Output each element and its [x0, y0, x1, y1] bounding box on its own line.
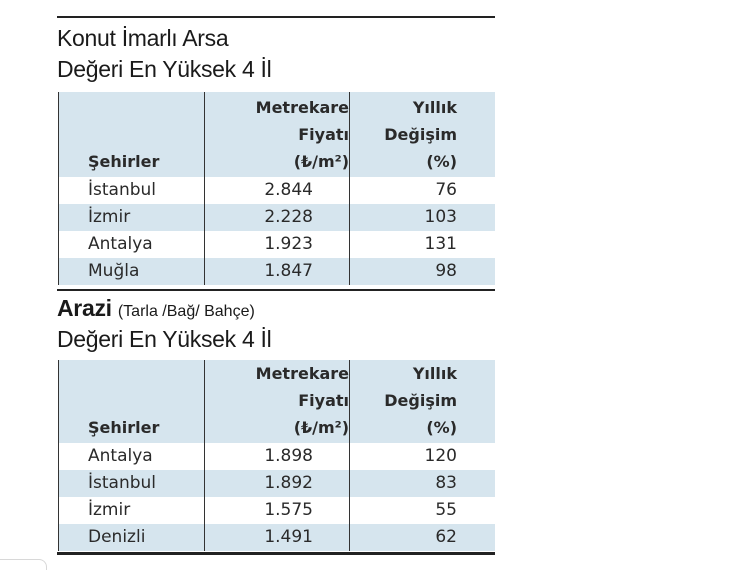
top-rule	[57, 16, 495, 18]
table2-header-price-l3: (₺/m²)	[293, 418, 349, 437]
table2-row3-price: 1.575	[264, 500, 313, 520]
table2-header-price-l1: Metrekare	[255, 364, 349, 383]
table-row	[58, 470, 495, 497]
table-row	[58, 443, 495, 470]
table1-col-divider-2	[349, 92, 350, 285]
table1-header-city	[88, 148, 159, 175]
table1-row1-price: 2.844	[264, 180, 313, 200]
table2-header-price-l2: Fiyatı	[298, 391, 349, 410]
table1-row3-city: Antalya	[88, 234, 153, 254]
table2-title-sub: (Tarla /Bağ/ Bahçe)	[117, 303, 255, 320]
table1	[58, 92, 495, 285]
table1-title-text-1: Konut İmarlı Arsa	[57, 25, 229, 51]
table2	[58, 360, 495, 551]
table2-row3-change: 55	[435, 500, 457, 520]
table1-row3-price: 1.923	[264, 234, 313, 254]
table2-col-divider-2	[349, 360, 350, 551]
table1-header-price-l2: Fiyatı	[298, 125, 349, 144]
table1-row4-city: Muğla	[88, 261, 140, 281]
table2-left-border	[58, 360, 59, 551]
corner-tab-decoration	[0, 559, 47, 570]
table2-header-change	[384, 360, 457, 441]
table2-title-text-2: Değeri En Yüksek 4 İl	[57, 326, 272, 352]
bottom-rule	[57, 552, 495, 555]
table2-row1-change: 120	[424, 446, 457, 466]
table1-header-city-label: Şehirler	[88, 152, 160, 171]
table-row	[58, 524, 495, 551]
table1-title-line2	[57, 55, 271, 83]
table1-row3-change: 131	[424, 234, 457, 254]
table1-title-text-2: Değeri En Yüksek 4 İl	[57, 56, 272, 82]
section-separator	[57, 289, 495, 291]
table-row	[58, 177, 495, 204]
table1-header-change-l2: Değişim	[384, 125, 457, 144]
table1-row2-city: İzmir	[88, 207, 131, 227]
table2-row4-city: Denizli	[88, 527, 146, 547]
table2-row4-price: 1.491	[264, 527, 313, 547]
table2-title-line2	[57, 325, 271, 353]
table1-left-border	[58, 92, 59, 285]
table1-row4-change: 98	[435, 261, 457, 281]
table2-header-city-label: Şehirler	[88, 418, 160, 437]
table2-header-price	[256, 360, 349, 441]
table2-header-change-l3: (%)	[426, 418, 457, 437]
table2-header-city	[88, 414, 159, 441]
table1-title-line1	[57, 24, 228, 52]
table1-row2-price: 2.228	[264, 207, 313, 227]
table2-header-change-l1: Yıllık	[412, 364, 457, 383]
table1-header-change-l1: Yıllık	[412, 98, 457, 117]
table2-title-line1	[57, 294, 255, 326]
table2-header-change-l2: Değişim	[384, 391, 457, 410]
table1-col-divider-1	[204, 92, 205, 285]
table1-row1-change: 76	[435, 180, 457, 200]
table2-row1-city: Antalya	[88, 446, 153, 466]
table2-row4-change: 62	[435, 527, 457, 547]
table-row	[58, 497, 495, 524]
table2-row1-price: 1.898	[264, 446, 313, 466]
table1-header-price-l3: (₺/m²)	[293, 152, 349, 171]
table2-row2-city: İstanbul	[88, 473, 157, 493]
table1-row2-change: 103	[424, 207, 457, 227]
table2-row2-price: 1.892	[264, 473, 313, 493]
table-row	[58, 204, 495, 231]
table-row	[58, 258, 495, 285]
table1-header-price-l1: Metrekare	[255, 98, 349, 117]
table1-row4-price: 1.847	[264, 261, 313, 281]
table1-header-price	[256, 94, 349, 175]
table2-row2-change: 83	[435, 473, 457, 493]
table2-header	[58, 360, 495, 443]
table2-col-divider-1	[204, 360, 205, 551]
table2-title-bold: Arazi	[57, 295, 112, 321]
table1-header-change	[384, 94, 457, 175]
table-row	[58, 231, 495, 258]
table2-row3-city: İzmir	[88, 500, 131, 520]
table1-header-change-l3: (%)	[426, 152, 457, 171]
table1-row1-city: İstanbul	[88, 180, 157, 200]
table1-header	[58, 92, 495, 177]
